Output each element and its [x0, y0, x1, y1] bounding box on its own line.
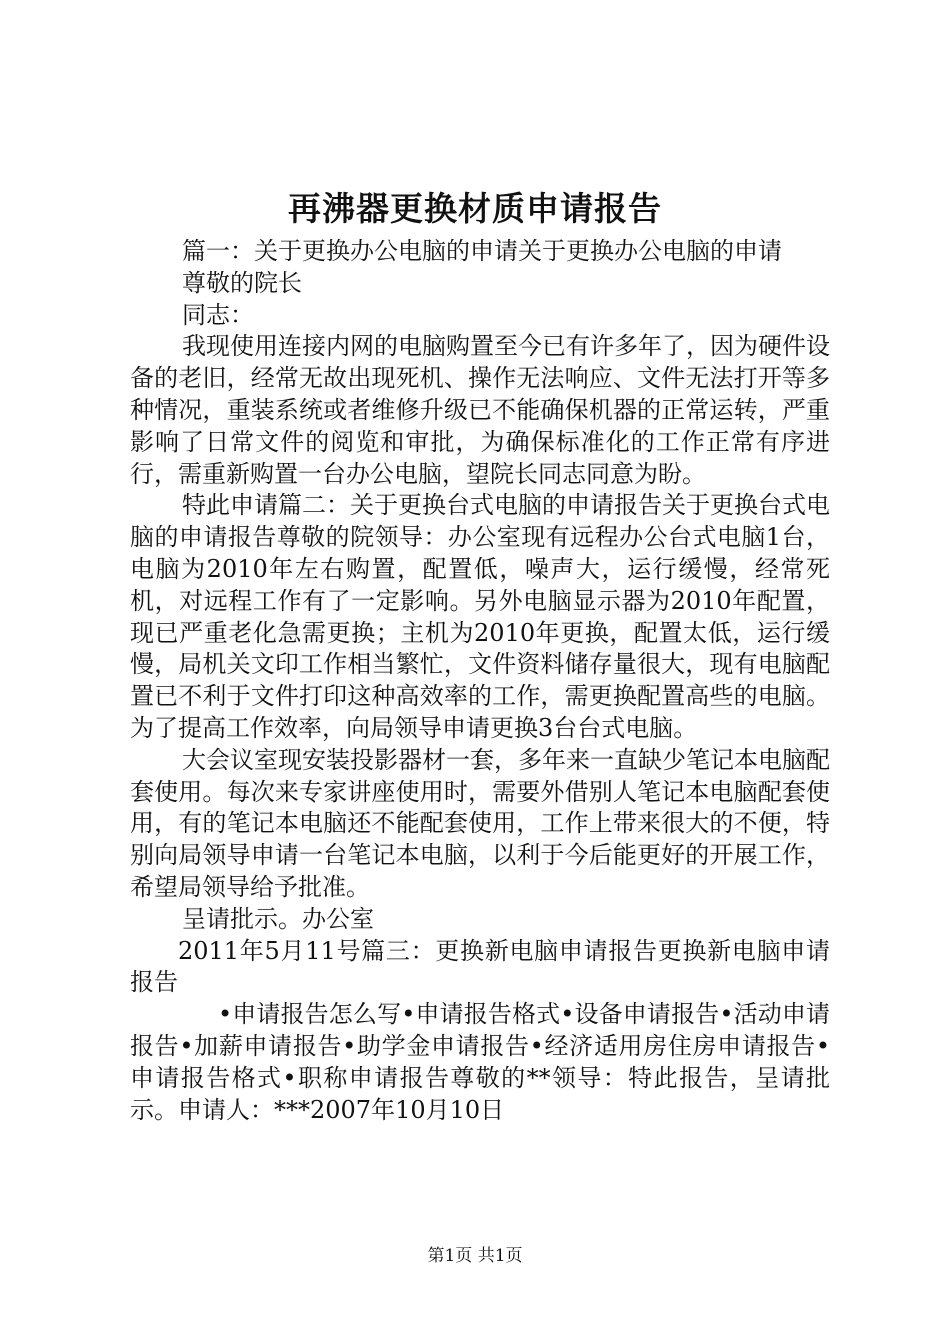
paragraph-5: 特此申请篇二：关于更换台式电脑的申请报告关于更换台式电脑的申请报告尊敬的院领导：办公室现有远程办公台式电脑1台，电脑为2010年左右购置，配置低，噪声大，运行缓慢，经常死机，对远程工作有了一定影响。另外电脑显示器为2010年配置，现已严重老化急需更换；主机为2010年更换，配置太低，运行缓慢，局机关文印工作相当繁忙，文件资料储存量很大，现有电脑配置已不利于文件打印这种高效率的工作，需更换配置高些的电脑。为了提高工作效率，向局领导申请更换3台台式电脑。 [130, 491, 830, 742]
paragraph-3: 同志： [182, 300, 254, 329]
paragraph-9: •申请报告怎么写•申请报告格式•设备申请报告•活动申请报告•加薪申请报告•助学金申请报告•经济适用房住房申请报告•申请报告格式•职称申请报告尊敬的**领导：特此报告，呈请批示。申请人：***2007年10月10日 [130, 1000, 830, 1124]
paragraph-4: 我现使用连接内网的电脑购置至今已有许多年了，因为硬件设备的老旧，经常无故出现死机、操作无法响应、文件无法打开等多种情况，重装系统或者维修升级已不能确保机器的正常运转，严重影响了日常文件的阅览和审批，为确保标准化的工作正常有序进行，需重新购置一台办公电脑，望院长同志同意为盼。 [130, 332, 830, 488]
document-title: 再沸器更换材质申请报告 [288, 189, 662, 228]
paragraph-1: 篇一：关于更换办公电脑的申请关于更换办公电脑的申请 [182, 237, 782, 265]
paragraph-2: 尊敬的院长 [182, 268, 302, 297]
paragraph-7: 呈请批示。办公室 [182, 904, 374, 933]
document-body [130, 236, 830, 1126]
page-footer: 第1页 共1页 [427, 1246, 523, 1266]
paragraph-6: 大会议室现安装投影器材一套，多年来一直缺少笔记本电脑配套使用。每次来专家讲座使用时，需要外借别人笔记本电脑配套使用，有的笔记本电脑还不能配套使用，工作上带来很大的不便，特别向局领导申请一台笔记本电脑，以利于今后能更好的开展工作，希望局领导给予批准。 [130, 745, 830, 901]
paragraph-8: 2011年5月11号篇三：更换新电脑申请报告更换新电脑申请报告 [130, 936, 830, 997]
